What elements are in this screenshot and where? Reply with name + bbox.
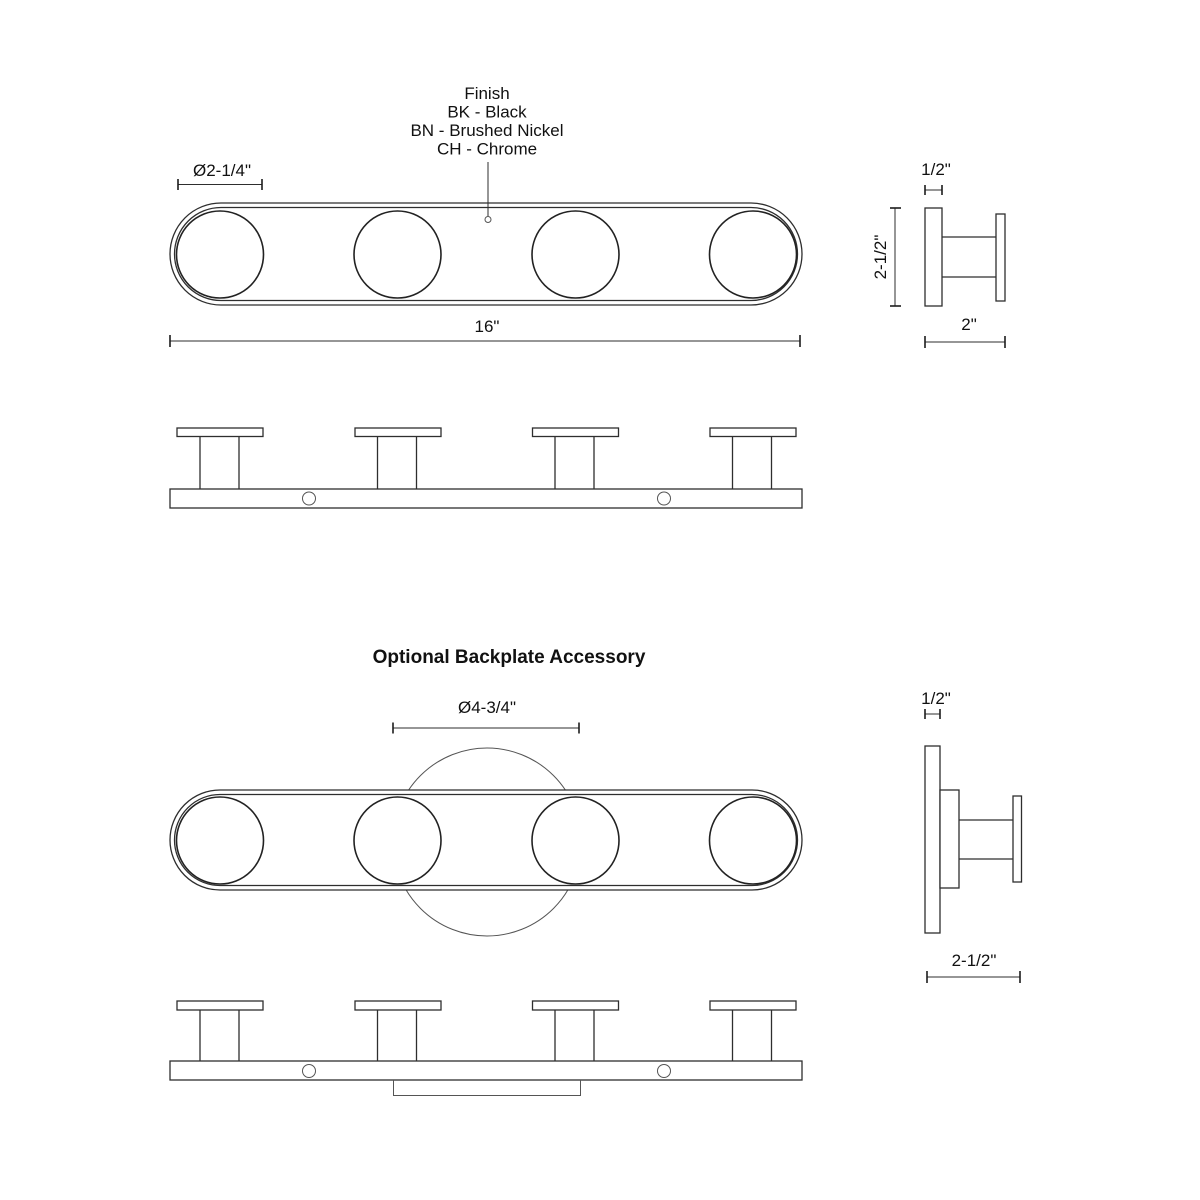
backplate-diameter-label: Ø4-3/4" <box>457 698 517 717</box>
accessory-top-view <box>170 1001 802 1096</box>
side-knob-face <box>1013 796 1022 882</box>
lamp-2 <box>354 211 441 298</box>
dim-backplate-diameter <box>393 698 579 734</box>
dim-overall-width <box>170 317 800 347</box>
accessory-side-view <box>921 689 1021 983</box>
finish-title: Finish <box>464 84 510 103</box>
knob-cap-3 <box>533 1001 619 1010</box>
knob-thickness-label: 1/2" <box>921 160 951 179</box>
lamp-1 <box>177 211 264 298</box>
finish-option-chrome: CH - Chrome <box>436 139 538 159</box>
overall-width-label: 16" <box>474 317 500 336</box>
lamp-diameter-label: Ø2-1/4" <box>192 161 252 180</box>
finish-leader-dot <box>485 217 491 223</box>
knob-cap-1 <box>177 428 263 437</box>
side-body-plate <box>925 208 942 306</box>
knob-cap-1 <box>177 1001 263 1010</box>
mounting-bar <box>170 489 802 508</box>
lamp-3 <box>532 797 619 884</box>
lamp-4 <box>710 797 797 884</box>
knob-cap-2 <box>355 428 441 437</box>
plate-thickness-label: 1/2" <box>921 689 951 708</box>
lamp-4 <box>710 211 797 298</box>
lamp-1 <box>177 797 264 884</box>
fixture-depth-label: 2" <box>961 315 977 334</box>
fixture-front-view <box>170 203 802 305</box>
dim-lamp-diameter <box>178 161 262 190</box>
finish-legend <box>410 84 563 223</box>
side-knob-face <box>996 214 1005 301</box>
fixture-outline-outer <box>170 203 802 305</box>
accessory-front-view <box>170 748 802 936</box>
knob-cap-4 <box>710 1001 796 1010</box>
side-body-plate <box>940 790 959 888</box>
fixture-side-view <box>871 160 1005 348</box>
knob-stems <box>200 1010 772 1061</box>
lamp-3 <box>532 211 619 298</box>
knob-cap-4 <box>710 428 796 437</box>
fixture-height-label: 2-1/2" <box>871 234 890 280</box>
accessory-title: Optional Backplate Accessory <box>372 647 646 668</box>
finish-option-brushed-nickel: BN - Brushed Nickel <box>410 121 564 140</box>
fixture-outline-outer <box>170 790 802 890</box>
knob-cap-3 <box>533 428 619 437</box>
knob-stems <box>200 437 772 490</box>
mounting-bar <box>170 1061 802 1080</box>
lamp-2 <box>354 797 441 884</box>
fixture-top-view <box>170 428 802 508</box>
backplate-edge <box>394 1080 581 1096</box>
backplate-profile <box>925 746 940 933</box>
accessory-depth-label: 2-1/2" <box>951 951 997 970</box>
finish-option-black: BK - Black <box>447 102 527 122</box>
knob-cap-2 <box>355 1001 441 1010</box>
